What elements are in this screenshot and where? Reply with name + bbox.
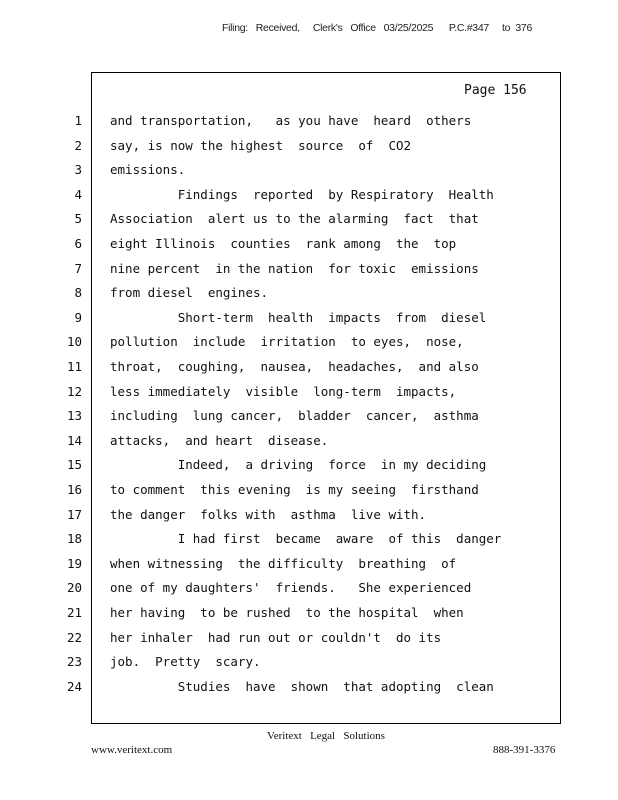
line-number: 23 xyxy=(66,654,82,670)
line-number: 11 xyxy=(66,359,82,374)
transcript-line xyxy=(0,358,618,376)
transcript-line xyxy=(0,161,618,179)
line-text: nine percent in the nation for toxic emissions xyxy=(110,260,479,276)
line-number: 2 xyxy=(74,137,82,153)
footer-company: Veritext Legal Solutions xyxy=(267,730,385,742)
transcript-line xyxy=(0,678,618,696)
transcript-line xyxy=(0,309,618,327)
transcript-line xyxy=(0,407,618,425)
line-text: less immediately visible long-term impacts, xyxy=(110,383,457,399)
transcript-line xyxy=(0,210,618,228)
line-text: throat, coughing, nausea, headaches, and also xyxy=(110,359,479,374)
line-number: 15 xyxy=(66,457,82,473)
line-text: emissions. xyxy=(110,162,186,178)
footer-phone: 888-391-3376 xyxy=(493,744,556,756)
line-number: 12 xyxy=(66,383,82,399)
line-text: one of my daughters' friends. She experienced xyxy=(110,580,472,596)
transcript-line xyxy=(0,432,618,450)
line-number: 6 xyxy=(74,236,82,251)
line-number: 14 xyxy=(66,432,82,448)
line-text: from diesel engines. xyxy=(110,285,269,301)
transcript-line xyxy=(0,333,618,351)
line-text: her having to be rushed to the hospital when xyxy=(110,605,464,620)
line-text: to comment this evening is my seeing firsthand xyxy=(110,482,479,497)
line-number: 17 xyxy=(66,506,82,522)
line-number: 3 xyxy=(74,162,82,178)
line-text: and transportation, as you have heard others xyxy=(110,113,472,128)
filing-header: Filing: Received, Clerk's Office 03/25/2025 P.C.#347 to 376 xyxy=(222,22,533,34)
line-number: 4 xyxy=(74,186,82,202)
line-text: her inhaler had run out or couldn't do its xyxy=(110,629,442,645)
line-number: 19 xyxy=(66,555,82,571)
line-text: including lung cancer, bladder cancer, asthma xyxy=(110,408,479,424)
line-number: 16 xyxy=(66,482,82,497)
transcript-line xyxy=(0,137,618,155)
line-text: Association alert us to the alarming fact that xyxy=(110,211,479,227)
line-number: 5 xyxy=(74,211,82,227)
transcript-line xyxy=(0,629,618,647)
transcript-line xyxy=(0,530,618,548)
line-text: when witnessing the difficulty breathing of xyxy=(110,555,457,571)
line-number: 13 xyxy=(66,408,82,424)
transcript-line xyxy=(0,235,618,253)
line-text: the danger folks with asthma live with. xyxy=(110,506,427,522)
page-number: Page 156 xyxy=(464,83,527,98)
line-text: eight Illinois counties rank among the top xyxy=(110,236,457,251)
line-text: say, is now the highest source of CO2 xyxy=(110,137,412,153)
line-text: pollution include irritation to eyes, nose, xyxy=(110,334,464,350)
transcript-line xyxy=(0,112,618,130)
transcript-line xyxy=(0,481,618,499)
line-number: 18 xyxy=(66,531,82,547)
line-text: Indeed, a driving force in my deciding xyxy=(110,457,487,473)
transcript-line xyxy=(0,579,618,597)
line-number: 20 xyxy=(66,580,82,596)
line-text: attacks, and heart disease. xyxy=(110,432,329,448)
transcript-line xyxy=(0,555,618,573)
line-number: 24 xyxy=(66,678,82,694)
line-number: 1 xyxy=(74,113,82,128)
transcript-line xyxy=(0,260,618,278)
line-text: Studies have shown that adopting clean xyxy=(110,678,494,694)
line-text: job. Pretty scary. xyxy=(110,654,261,670)
line-number: 21 xyxy=(66,605,82,620)
line-text: Findings reported by Respiratory Health xyxy=(110,186,494,202)
line-number: 10 xyxy=(66,334,82,350)
line-text: Short-term health impacts from diesel xyxy=(110,309,487,325)
transcript-line xyxy=(0,653,618,671)
transcript-line xyxy=(0,383,618,401)
line-number: 7 xyxy=(74,260,82,276)
line-number: 8 xyxy=(74,285,82,301)
transcript-line xyxy=(0,604,618,622)
line-number: 9 xyxy=(74,309,82,325)
transcript-line xyxy=(0,186,618,204)
footer-website: www.veritext.com xyxy=(91,744,173,756)
line-number: 22 xyxy=(66,629,82,645)
line-text: I had first became aware of this danger xyxy=(110,531,502,547)
transcript-line xyxy=(0,506,618,524)
transcript-line xyxy=(0,284,618,302)
transcript-line xyxy=(0,456,618,474)
